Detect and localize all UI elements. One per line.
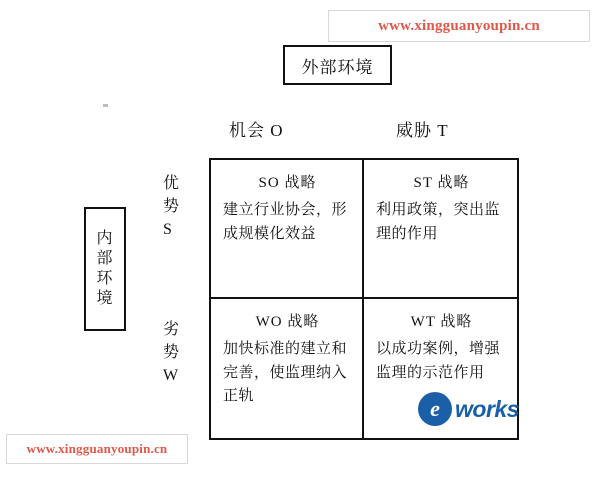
row-header-strength: [163, 172, 187, 242]
matrix-cell-wt-title: WT 战略: [410, 314, 473, 330]
row-header-weakness-line2: 势: [163, 344, 181, 362]
row-header-strength-line1: 优: [163, 175, 181, 192]
row-header-strength-line2: 势: [163, 198, 181, 216]
column-header-opportunity: 机会 O: [229, 121, 284, 140]
external-environment-box: [283, 45, 392, 85]
matrix-cell-st-title: ST 战略: [413, 175, 470, 191]
matrix-cell-wt-body: 以成功案例，增强监理的示范作用: [376, 341, 501, 381]
row-header-strength-line3: S: [163, 221, 173, 239]
watermark-bottom: www.xingguanyoupin.cn: [6, 434, 188, 464]
internal-environment-box: [84, 207, 126, 331]
matrix-cell-wo: [211, 299, 364, 438]
matrix-cell-so: [211, 160, 364, 299]
watermark-top: www.xingguanyoupin.cn: [328, 10, 590, 42]
matrix-cell-so-title: SO 战略: [258, 175, 317, 191]
row-header-weakness-line1: 劣: [163, 321, 181, 338]
external-environment-label: 外部环境: [301, 57, 374, 77]
matrix-cell-so-body: 建立行业协会，形成规模化效益: [223, 202, 348, 242]
matrix-cell-wo-title: WO 战略: [255, 314, 320, 330]
internal-environment-label: 内部环境: [96, 230, 114, 307]
row-header-weakness-line3: W: [163, 367, 180, 385]
matrix-cell-st-body: 利用政策，突出监理的作用: [376, 202, 501, 242]
row-header-weakness: [163, 318, 187, 388]
matrix-cell-wo-body: 加快标准的建立和完善，使监理纳入正轨: [223, 341, 348, 404]
matrix-cell-st: [364, 160, 517, 299]
eworks-badge-icon: e: [418, 392, 452, 426]
scan-speck: [103, 104, 108, 107]
column-header-threat: 威胁 T: [396, 121, 449, 140]
eworks-wordmark: works: [455, 395, 519, 422]
eworks-logo: [418, 392, 534, 426]
